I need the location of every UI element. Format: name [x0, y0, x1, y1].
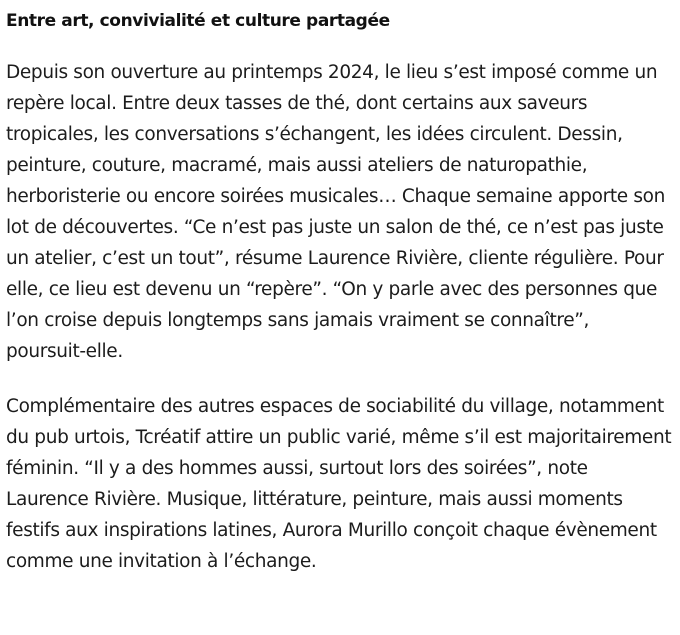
section-subheading: Entre art, convivialité et culture partagée — [6, 11, 390, 31]
article-body — [6, 0, 674, 577]
article-paragraph: Complémentaire des autres espaces de sociabilité du village, notamment du pub urtois, Tcréatif attire un public varié, même s’il est majoritairement féminin. “Il y a des hommes aussi, surtout lors des soirées”, note Laurence Rivière. Musique, littérature, peinture, mais aussi moments festifs aux inspirations latines, Aurora Murillo conçoit chaque évènement comme une invitation à l’échange. — [6, 396, 672, 572]
article-paragraph: Depuis son ouverture au printemps 2024, le lieu s’est imposé comme un repère local. Entre deux tasses de thé, dont certains aux saveurs tropicales, les conversations s’échangent, les idées circulent. Dessin, peinture, couture, macramé, mais aussi ateliers de naturopathie, herboristerie ou encore soirées musicales… Chaque semaine apporte son lot de découvertes. “Ce n’est pas juste un salon de thé, ce n’est pas juste un atelier, c’est un tout”, résume Laurence Rivière, cliente régulière. Pour elle, ce lieu est devenu un “repère”. “On y parle avec des personnes que l’on croise depuis longtemps sans jamais vraiment se connaître”, poursuit-elle. — [6, 62, 665, 362]
